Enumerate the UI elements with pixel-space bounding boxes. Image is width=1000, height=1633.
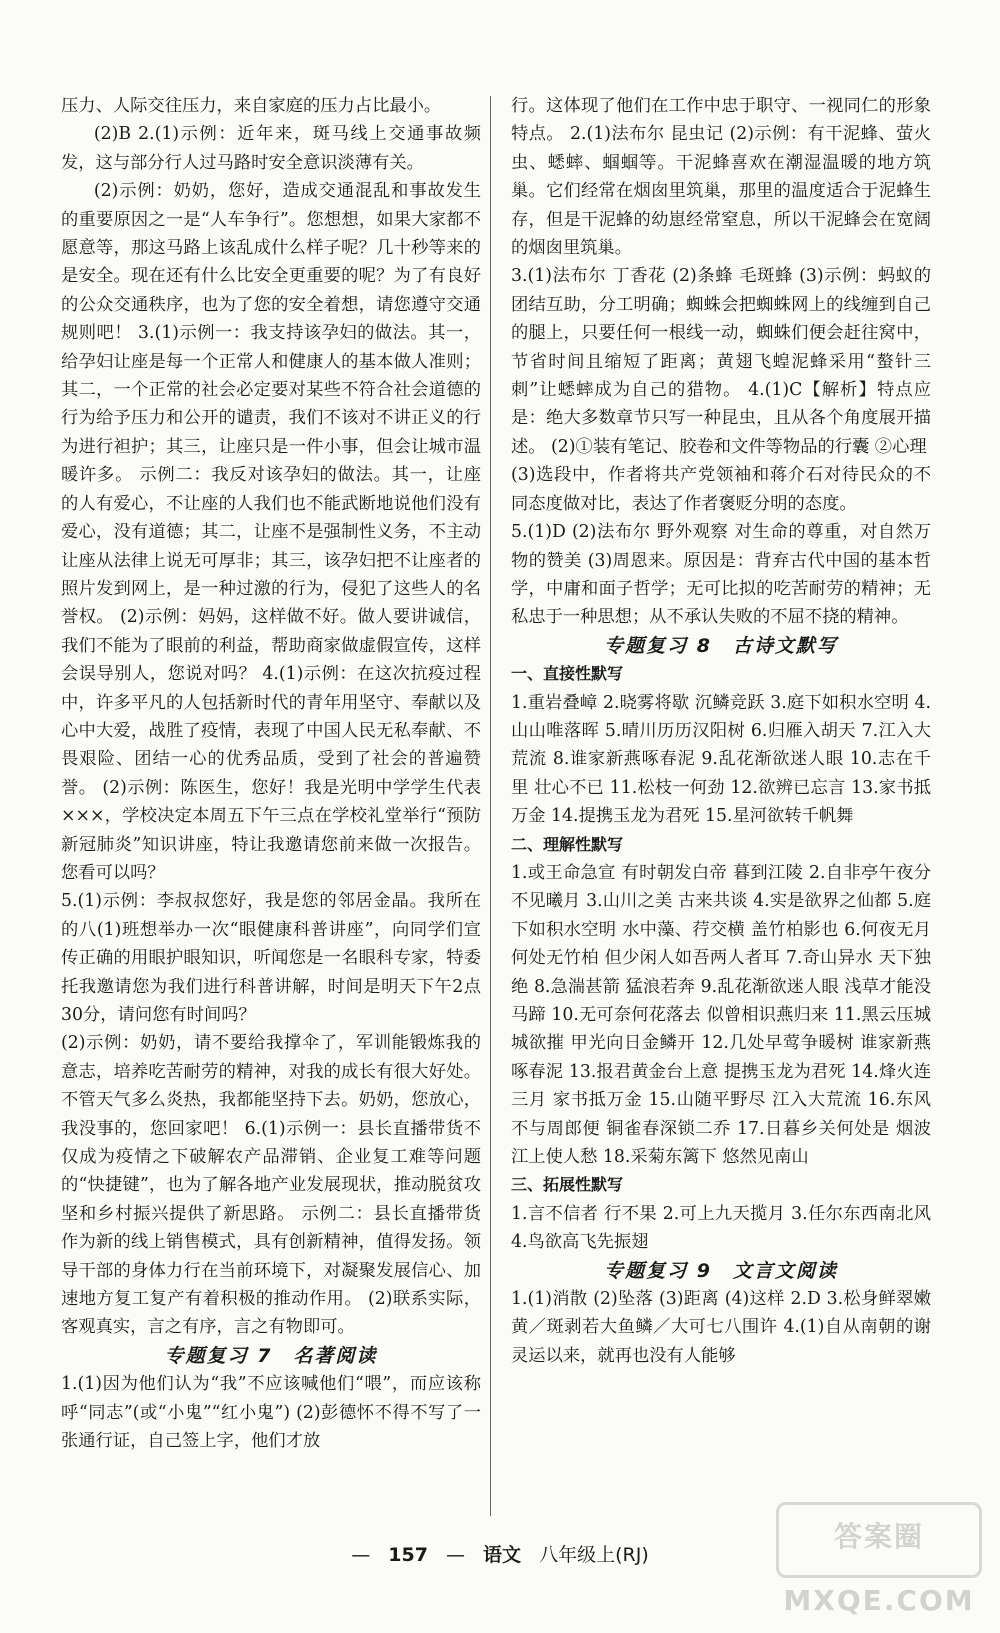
subsection-heading: 三、拓展性默写 xyxy=(511,1175,624,1195)
answer-paragraph: (3)选段中，作者将共产党领袖和蒋介石对待民众的不同态度做对比，表达了作者褒贬分明的态度。 xyxy=(511,465,931,514)
answer-paragraph: 1.或王命急宣 有时朝发白帝 暮到江陵 2.自非亭午夜分 不见曦月 3.山川之美 古来共谈 4.实是欲界之仙都 5.庭下如积水空明 水中藻、荇交横 盖竹柏影也 6.何夜无月 何处无竹柏 但少闲人如吾两人者耳 7.奇山异水 天下独绝 8.急湍甚箭 猛浪若奔 9.乱花渐欲迷人眼 浅草才能没马蹄 10.无可奈何花落去 似曾相识燕归来 11.黑云压城城欲摧 甲光向日金鳞开 12.几处早莺争暖树 谁家新燕啄春泥 13.报君黄金台上意 提携玉龙为君死 14.烽火连三月 家书抵万金 15.山随平野尽 江入大荒流 16.东风不与周郎便 铜雀春深锁二乔 17.日暮乡关何处是 烟波江上使人愁 18.采菊东篱下 悠然见南山 xyxy=(511,862,931,1168)
answer-paragraph: 行。这体现了他们在工作中忠于职守、一视同仁的形象特点。 2.(1)法布尔 昆虫记 (2)示例：有干泥蜂、萤火虫、蟋蟀、蝈蝈等。干泥蜂喜欢在潮湿温暖的地方筑巢。它们经常在烟囱里筑巢，那里的温度适合于泥蜂生存，但是干泥蜂的幼崽经常窒息，所以干泥蜂会在宽阔的烟囱里筑巢。 xyxy=(511,96,931,259)
left-column xyxy=(61,92,481,1456)
answer-paragraph: 3.(1)法布尔 丁香花 (2)条蜂 毛斑蜂 (3)示例：蚂蚁的团结互助，分工明确；蜘蛛会把蜘蛛网上的线缠到自己的腿上，只要任何一根线一动，蜘蛛们便会赶往窝中，节省时间且缩短了距离；黄翅飞蝗泥蜂采用“螯针三刺”让蟋蟀成为自己的猎物。 4.(1)C【解析】特点应是：绝大多数章节只写一种昆虫，且从各个角度展开描述。 (2)①装有笔记、胶卷和文件等物品的行囊 ②心理 xyxy=(511,266,931,457)
watermark-logo: 答案圈 MXQE.COM xyxy=(776,1502,982,1578)
subsection-heading: 一、直接性默写 xyxy=(511,664,624,684)
footer-dash-right: — xyxy=(446,1544,465,1566)
answer-paragraph: 1.(1)因为他们认为“我”不应该喊他们“喂”，而应该称呼“同志”(或“小鬼”“红小鬼”) (2)彭德怀不得不写了一张通行证，自己签上字，他们才放 xyxy=(61,1374,481,1452)
answer-paragraph: 5.(1)D (2)法布尔 野外观察 对生命的尊重，对自然万物的赞美 (3)周恩来。原因是：背弃古代中国的基本哲学，中庸和面子哲学；无可比拟的吃苦耐劳的精神；无私忠于一种思想；从不承认失败的不屈不挠的精神。 xyxy=(511,522,931,628)
section-heading: 专题复习 7 名著阅读 xyxy=(164,1344,378,1367)
answer-paragraph: 1.重岩叠嶂 2.晓雾将歇 沉鳞竞跃 3.庭下如积水空明 4.山山唯落晖 5.晴川历历汉阳树 6.归雁入胡天 7.江入大荒流 8.谁家新燕啄春泥 9.乱花渐欲迷人眼 10.志在千里 壮心不已 11.松枝一何劲 12.欲辨已忘言 13.家书抵万金 14.提携玉龙为君死 15.星河欲转千帆舞 xyxy=(511,692,931,827)
page-number: 157 xyxy=(388,1544,428,1566)
footer-subject: 语文 xyxy=(483,1544,522,1566)
footer-grade: 八年级上(RJ) xyxy=(539,1544,649,1566)
answer-paragraph: 1.言不信者 行不果 2.可上九天揽月 3.任尔东西南北风 4.鸟欲高飞先振翅 xyxy=(511,1203,931,1253)
answer-paragraph: (2)B 2.(1)示例：近年来，斑马线上交通事故频发，这与部分行人过马路时安全意识淡薄有关。 xyxy=(61,124,481,173)
column-divider xyxy=(490,96,491,1516)
answer-paragraph: 压力、人际交往压力，来自家庭的压力占比最小。 xyxy=(61,96,442,116)
right-column xyxy=(511,92,931,1370)
footer-dash-left: — xyxy=(351,1544,371,1566)
section-heading: 专题复习 9 文言文阅读 xyxy=(604,1259,838,1282)
subsection-heading: 二、理解性默写 xyxy=(511,834,624,854)
section-heading: 专题复习 8 古诗文默写 xyxy=(604,634,838,657)
answer-paragraph: 5.(1)示例：李叔叔您好，我是您的邻居金晶。我所在的八(1)班想举办一次“眼健康科普讲座”，向同学们宣传正确的用眼护眼知识，听闻您是一名眼科专家，特委托我邀请您为我们进行科普讲解，时间是明天下午2点30分，请问您有时间吗？ xyxy=(61,891,481,1025)
answer-paragraph: (2)示例：奶奶，您好，造成交通混乱和事故发生的重要原因之一是“人车争行”。您想想，如果大家都不愿意等，那这马路上该乱成什么样子呢？几十秒等来的是安全。现在还有什么比安全更重要的呢？为了有良好的公众交通秩序，也为了您的安全着想，请您遵守交通规则吧！ 3.(1)示例一：我支持该孕妇的做法。其一，给孕妇让座是每一个正常人和健康人的基本做人准则；其二，一个正常的社会必定要对某些不符合社会道德的行为给予压力和公开的谴责，我们不该对不讲正义的行为进行袒护；其三，让座只是一件小事，但会让城市温暖许多。 示例二：我反对该孕妇的做法。其一，让座的人有爱心，不让座的人我们也不能武断地说他们没有爱心，没有道德；其二，让座不是强制性义务，不主动让座从法律上说无可厚非；其三，该孕妇把不让座者的照片发到网上，是一种过激的行为，侵犯了这些人的名誉权。 (2)示例：妈妈，这样做不好。做人要讲诚信，我们不能为了眼前的利益，帮助商家做虚假宣传，这样会误导别人，您说对吗？ 4.(1)示例：在这次抗疫过程中，许多平凡的人包括新时代的青年用坚守、奉献以及心中大爱，战胜了疫情，表现了中国人民无私奉献、不畏艰险、团结一心的优秀品质，受到了社会的普遍赞誉。 (2)示例：陈医生，您好！我是光明中学学生代表×××，学校决定本周五下午三点在学校礼堂举行“预防新冠肺炎”知识讲座，特让我邀请您前来做一次报告。您看可以吗？ xyxy=(61,181,481,883)
answer-paragraph: 1.(1)消散 (2)坠落 (3)距离 (4)这样 2.D 3.松身鲜翠嫩黄／斑剥若大鱼鳞／大可七八围许 4.(1)自从南朝的谢灵运以来，就再也没有人能够 xyxy=(511,1289,931,1366)
answer-paragraph: (2)示例：奶奶，请不要给我撑伞了，军训能锻炼我的意志，培养吃苦耐劳的精神，对我的成长有很大好处。不管天气多么炎热，我都能坚持下去。奶奶，您放心，我没事的，您回家吧！ 6.(1)示例一：县长直播带货不仅成为疫情之下破解农产品滞销、企业复工难等问题的“快捷键”，也为了解各地产业发展现状，推动脱贫攻坚和乡村振兴提供了新思路。 示例二：县长直播带货作为新的线上销售模式，具有创新精神，值得发扬。领导干部的身体力行在当前环境下，对凝聚发展信心、加速地方复工复产有着积极的推动作用。 (2)联系实际，客观真实，言之有序，言之有物即可。 xyxy=(61,1033,481,1338)
